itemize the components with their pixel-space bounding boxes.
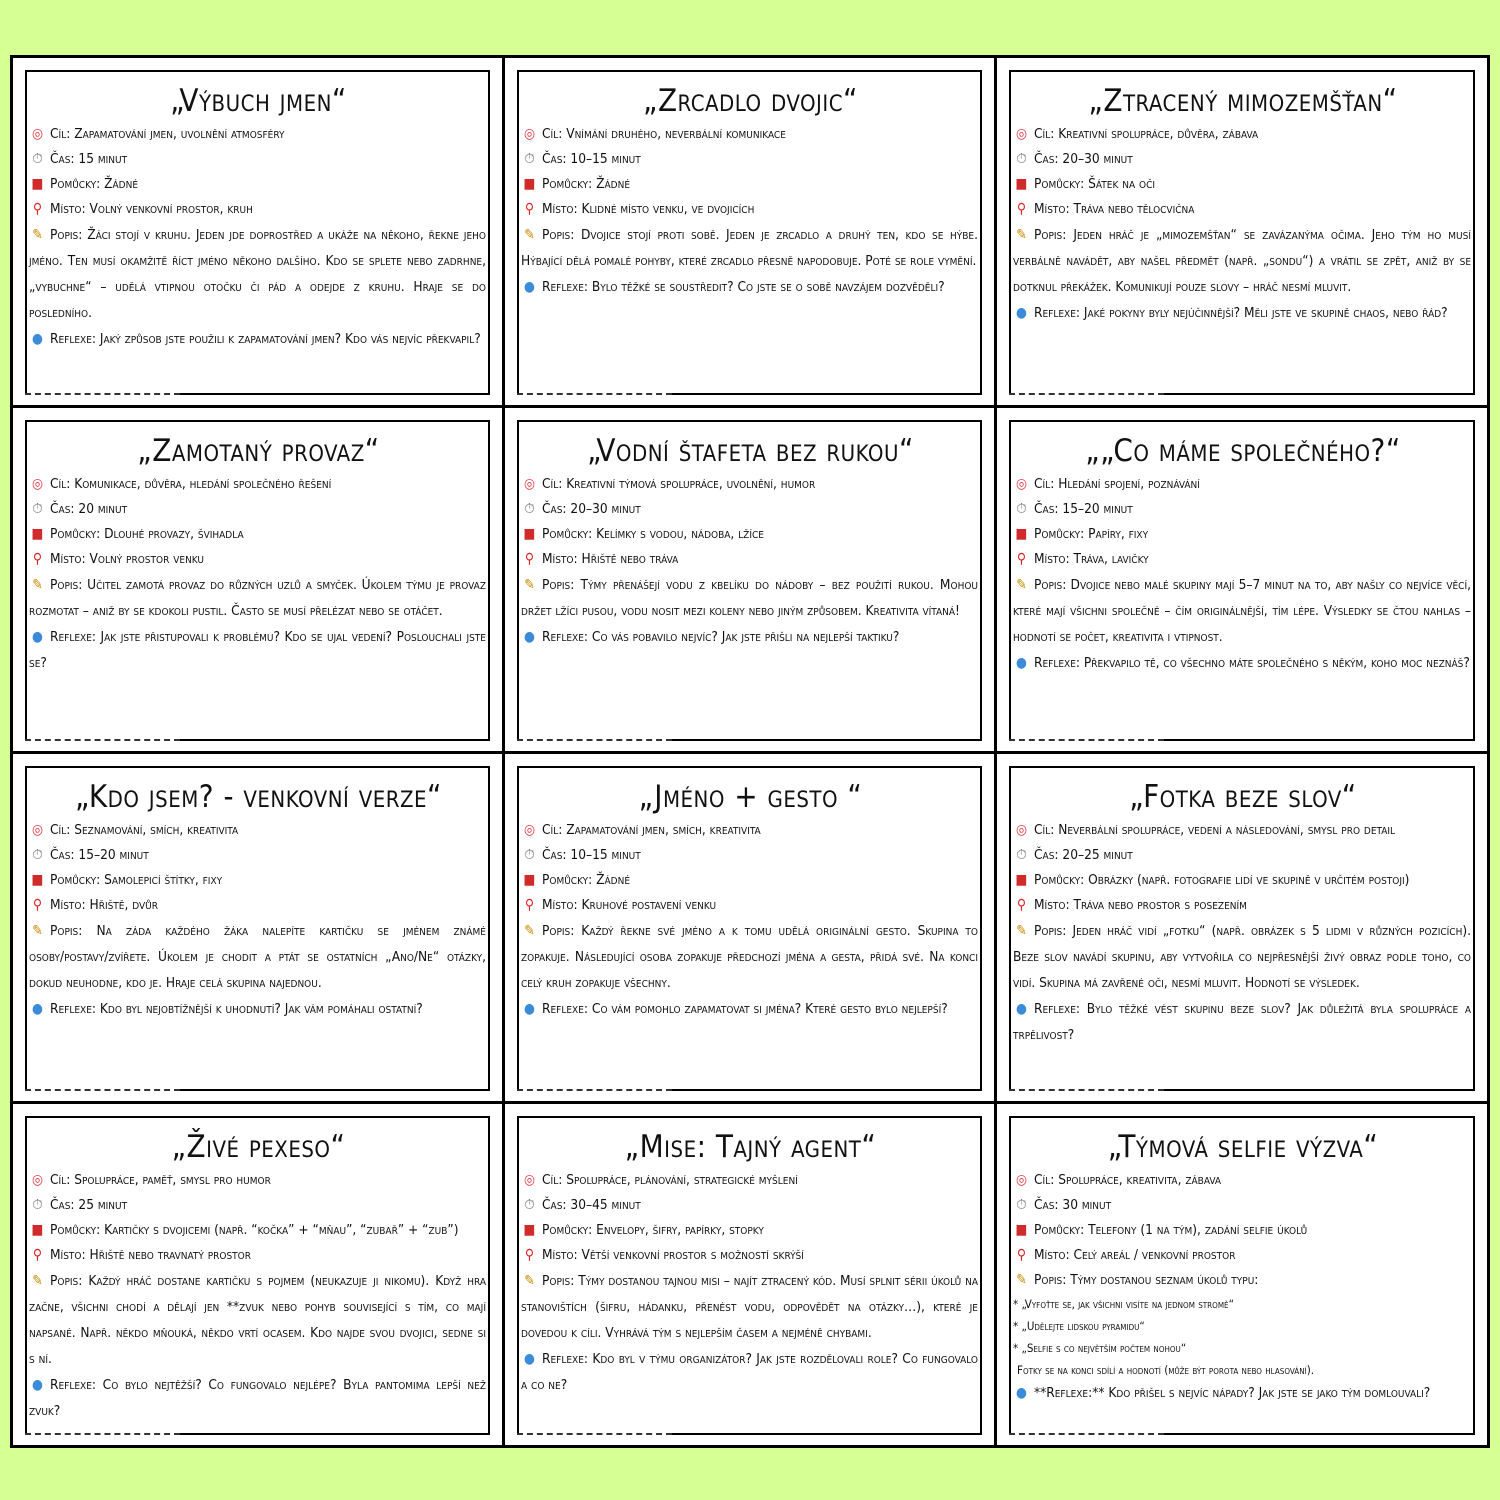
description-text: Popis: Jeden hráč je „mimozemšťan“ se zavázanýma očima. Jeho tým ho musí verbálně navádět, aby našel předmět (např. „sondu“) a vrátil se zpět, aniž by se dotknul překážek. Komunikují pouze slovy – hráč nesmí mluvit. <box>1013 227 1471 295</box>
description-text: Popis: Každý řekne své jméno a k tomu udělá originální gesto. Skupina to zopakuje. Následující osoba zopakuje předchozí jména a gesta, přidá své. Na konci celý kruh zopakuje všechny. <box>521 923 978 991</box>
cut-line <box>1009 393 1164 395</box>
cut-line <box>25 1089 180 1091</box>
card-frame <box>517 420 982 741</box>
goal-row <box>29 122 488 147</box>
place-text: Místo: Volný prostor venku <box>50 551 205 567</box>
memo-icon: ✎ <box>32 227 43 243</box>
card <box>505 58 997 408</box>
card <box>13 1104 505 1445</box>
description <box>1013 222 1473 300</box>
memo-icon: ✎ <box>1016 1272 1027 1288</box>
description <box>29 918 488 996</box>
stopwatch-icon: ⏱ <box>1016 501 1027 517</box>
tools-text: Pomůcky: Papíry, fixy <box>1034 526 1149 542</box>
goal-text: Cíl: Vnímání druhého, neverbální komunikace <box>542 126 786 142</box>
card-frame <box>1009 70 1475 395</box>
stopwatch-icon: ⏱ <box>32 847 43 863</box>
memo-icon: ✎ <box>524 227 535 243</box>
description <box>29 222 488 326</box>
description <box>1013 572 1473 650</box>
time-row <box>1013 1193 1473 1218</box>
reflection <box>521 274 980 300</box>
stopwatch-icon: ⏱ <box>524 501 535 517</box>
memo-icon: ✎ <box>524 1273 535 1289</box>
reflection-text: **Reflexe:** Kdo přišel s nejvíc nápady? Jak jste se jako tým domlouvali? <box>1034 1385 1431 1401</box>
place-row <box>1013 893 1473 918</box>
toolbox-icon: ■ <box>523 1222 536 1238</box>
card <box>505 408 997 754</box>
place-text: Místo: Kruhové postavení venku <box>542 897 717 913</box>
tools-row <box>1013 522 1473 547</box>
tools-text: Pomůcky: Telefony (1 na tým), zadání selfie úkolů <box>1034 1222 1308 1238</box>
reflection-text: Reflexe: Co vám pomohlo zapamatovat si jména? Které gesto bylo nejlepší? <box>542 1001 948 1017</box>
stopwatch-icon: ⏱ <box>1016 1197 1027 1213</box>
description-text: Popis: Dvojice nebo malé skupiny mají 5–7 minut na to, aby našly co nejvíce věcí, které mají všichni společné – čím originálnější, tím lépe. Výsledky se čtou nahlas – hodnotí se počet, kreativita i vtipnost. <box>1013 577 1471 645</box>
time-text: Čas: 15 minut <box>50 151 128 167</box>
place-row <box>1013 1243 1473 1268</box>
divider <box>180 739 490 741</box>
goal-text: Cíl: Kreativní spolupráce, důvěra, zábava <box>1034 126 1259 142</box>
tools-row <box>1013 1218 1473 1243</box>
reflection-text: Reflexe: Jaké pokyny byly nejúčinnější? Měli jste ve skupině chaos, nebo řád? <box>1034 305 1448 321</box>
card <box>13 754 505 1104</box>
target-icon: ◎ <box>32 476 43 492</box>
target-icon: ◎ <box>524 1172 535 1188</box>
target-icon: ◎ <box>32 126 43 142</box>
cut-line <box>517 393 672 395</box>
goal-row <box>521 1168 980 1193</box>
description-text: Popis: Jeden hráč vidí „fotku“ (např. obrázek s 5 lidmi v různých pozicích). Beze slov navádí skupinu, aby vytvořila co nejpřesnější živý obraz podle toho, co vidí. Skupina má zavřené oči, nesmí mluvit. Hodnotí se výsledek. <box>1013 923 1471 991</box>
card-sheet <box>10 55 1490 1448</box>
toolbox-icon: ■ <box>523 872 536 888</box>
tools-text: Pomůcky: Kelímky s vodou, nádoba, lžíce <box>542 526 764 542</box>
card <box>997 1104 1487 1445</box>
time-row <box>521 1193 980 1218</box>
goal-text: Cíl: Spolupráce, plánování, strategické myšlení <box>542 1172 798 1188</box>
toolbox-icon: ■ <box>31 872 44 888</box>
goal-text: Cíl: Seznamování, smích, kreativita <box>50 822 239 838</box>
memo-icon: ✎ <box>32 577 43 593</box>
target-icon: ◎ <box>524 126 535 142</box>
description-text: Popis: Týmy přenášejí vodu z kbelíku do nádoby – bez použití rukou. Mohou držet lžíci pusou, vodu nosit mezi koleny nebo jiným způsobem. Kreativita vítaná! <box>521 577 978 619</box>
time-text: Čas: 20 minut <box>50 501 128 517</box>
toolbox-icon: ■ <box>1015 1222 1028 1238</box>
time-text: Čas: 30 minut <box>1034 1197 1112 1213</box>
description <box>521 1268 980 1346</box>
speech-bubble-icon: ● <box>32 331 43 347</box>
reflection-text: Reflexe: Kdo byl v týmu organizátor? Jak jste rozdělovali role? Co fungovalo a co ne? <box>521 1351 978 1393</box>
cut-line <box>1009 739 1164 741</box>
reflection <box>521 996 980 1022</box>
time-row <box>1013 843 1473 868</box>
toolbox-icon: ■ <box>523 176 536 192</box>
tools-text: Pomůcky: Šátek na oči <box>1034 176 1156 192</box>
description-text: Popis: Každý hráč dostane kartičku s pojmem (neukazuje ji nikomu). Když hra začne, všichni chodí a dělají jen **zvuk nebo pohyb související s tím, co mají napsané. Např. někdo mňouká, někdo vrtí ocasem. Kdo najde svou dvojici, sedne si s ní. <box>29 1273 486 1367</box>
card-title: „Ztracený mimozemšťan“ <box>1088 83 1398 119</box>
description-text: Popis: Dvojice stojí proti sobě. Jeden je zrcadlo a druhý ten, kdo se hýbe. Hýbající dělá pomalé pohyby, které zrcadlo přesně napodobuje. Poté se role vymění. <box>521 227 978 269</box>
card-title: „Jméno + gesto “ <box>638 779 863 815</box>
goal-text: Cíl: Hledání spojení, poznávání <box>1034 476 1200 492</box>
note-text: Fotky se na konci sdílí a hodnotí (může být porota nebo hlasování). <box>1017 1363 1315 1377</box>
card-title: „Mise: Tajný agent“ <box>624 1129 877 1165</box>
card-frame <box>517 1116 982 1435</box>
toolbox-icon: ■ <box>1015 872 1028 888</box>
target-icon: ◎ <box>1016 1172 1027 1188</box>
reflection <box>29 1372 488 1424</box>
stopwatch-icon: ⏱ <box>1016 151 1027 167</box>
place-row <box>29 547 488 572</box>
place-text: Místo: Větší venkovní prostor s možností skrýší <box>542 1247 804 1263</box>
tools-text: Pomůcky: Kartičky s dvojicemi (např. “kočka” + “mňau”, “zubař” + “zub”) <box>50 1222 459 1238</box>
place-row <box>1013 547 1473 572</box>
cut-line <box>25 739 180 741</box>
stopwatch-icon: ⏱ <box>1016 847 1027 863</box>
card-title: „„Co máme společného?“ <box>1085 433 1401 469</box>
reflection <box>1013 650 1473 676</box>
description <box>521 222 980 274</box>
place-text: Místo: Hřiště nebo tráva <box>542 551 679 567</box>
speech-bubble-icon: ● <box>524 1001 535 1017</box>
card-frame <box>25 70 490 395</box>
cut-line <box>25 1433 180 1435</box>
goal-text: Cíl: Komunikace, důvěra, hledání společného řešení <box>50 476 332 492</box>
time-text: Čas: 20–30 minut <box>542 501 641 517</box>
description <box>29 1268 488 1372</box>
goal-text: Cíl: Spolupráce, kreativita, zábava <box>1034 1172 1222 1188</box>
card-frame <box>517 70 982 395</box>
goal-text: Cíl: Spolupráce, paměť, smysl pro humor <box>50 1172 271 1188</box>
card <box>505 1104 997 1445</box>
goal-row <box>521 122 980 147</box>
reflection <box>521 624 980 650</box>
memo-icon: ✎ <box>32 1273 43 1289</box>
divider <box>1164 393 1475 395</box>
card-frame <box>25 420 490 741</box>
pin-icon: ⚲ <box>524 1247 535 1263</box>
speech-bubble-icon: ● <box>1016 1385 1027 1401</box>
divider <box>672 1433 982 1435</box>
place-row <box>29 197 488 222</box>
target-icon: ◎ <box>32 1172 43 1188</box>
goal-row <box>29 1168 488 1193</box>
speech-bubble-icon: ● <box>524 1351 535 1367</box>
place-row <box>1013 197 1473 222</box>
toolbox-icon: ■ <box>31 526 44 542</box>
place-row <box>521 1243 980 1268</box>
pin-icon: ⚲ <box>32 551 43 567</box>
place-text: Místo: Celý areál / venkovní prostor <box>1034 1247 1236 1263</box>
target-icon: ◎ <box>1016 476 1027 492</box>
memo-icon: ✎ <box>32 923 43 939</box>
divider <box>672 739 982 741</box>
tools-text: Pomůcky: Samolepicí štítky, fixy <box>50 872 223 888</box>
goal-row <box>1013 122 1473 147</box>
pin-icon: ⚲ <box>524 201 535 217</box>
speech-bubble-icon: ● <box>524 629 535 645</box>
time-text: Čas: 15–20 minut <box>1034 501 1133 517</box>
tools-text: Pomůcky: Dlouhé provazy, švihadla <box>50 526 244 542</box>
speech-bubble-icon: ● <box>32 1001 43 1017</box>
target-icon: ◎ <box>524 822 535 838</box>
card-frame <box>1009 766 1475 1091</box>
toolbox-icon: ■ <box>31 176 44 192</box>
card-title: „Zrcadlo dvojic“ <box>643 83 858 119</box>
tools-row <box>1013 868 1473 893</box>
card-title: „Živé pexeso“ <box>171 1129 346 1165</box>
pin-icon: ⚲ <box>524 551 535 567</box>
goal-row <box>521 818 980 843</box>
speech-bubble-icon: ● <box>524 279 535 295</box>
place-text: Místo: Tráva nebo tělocvična <box>1034 201 1195 217</box>
task-item: * „Vyfoťte se, jak všichni visíte na jednom stromě“ <box>1013 1297 1234 1311</box>
memo-icon: ✎ <box>524 923 535 939</box>
time-text: Čas: 30–45 minut <box>542 1197 641 1213</box>
card-title: „Týmová selfie výzva“ <box>1107 1129 1379 1165</box>
cut-line <box>517 739 672 741</box>
stopwatch-icon: ⏱ <box>524 1197 535 1213</box>
card-frame <box>1009 1116 1475 1435</box>
description-text: Popis: Učitel zamotá provaz do různých uzlů a smyček. Úkolem týmu je provaz rozmotat – aniž by se kdokoli pustil. Často se musí přelézat nebo se otáčet. <box>29 577 486 619</box>
divider <box>180 1433 490 1435</box>
toolbox-icon: ■ <box>523 526 536 542</box>
divider <box>1164 1433 1475 1435</box>
cut-line <box>25 393 180 395</box>
time-row <box>29 843 488 868</box>
time-row <box>521 843 980 868</box>
divider <box>1164 1089 1475 1091</box>
tools-row <box>29 868 488 893</box>
reflection <box>29 624 488 676</box>
place-row <box>521 893 980 918</box>
target-icon: ◎ <box>1016 822 1027 838</box>
tools-row <box>521 172 980 197</box>
reflection <box>1013 300 1473 326</box>
tools-text: Pomůcky: Žádné <box>542 872 630 888</box>
card <box>997 754 1487 1104</box>
reflection-text: Reflexe: Jaký způsob jste použili k zapamatování jmen? Kdo vás nejvíc překvapil? <box>50 331 481 347</box>
memo-icon: ✎ <box>1016 577 1027 593</box>
reflection-text: Reflexe: Bylo těžké se soustředit? Co jste se o sobě navzájem dozvěděli? <box>542 279 945 295</box>
time-text: Čas: 20–25 minut <box>1034 847 1133 863</box>
goal-text: Cíl: Neverbální spolupráce, vedení a následování, smysl pro detail <box>1034 822 1396 838</box>
target-icon: ◎ <box>1016 126 1027 142</box>
time-row <box>521 497 980 522</box>
pin-icon: ⚲ <box>32 897 43 913</box>
time-row <box>521 147 980 172</box>
reflection-text: Reflexe: Co vás pobavilo nejvíc? Jak jste přišli na nejlepší taktiku? <box>542 629 900 645</box>
time-row <box>1013 497 1473 522</box>
speech-bubble-icon: ● <box>1016 655 1027 671</box>
pin-icon: ⚲ <box>1016 551 1027 567</box>
tools-text: Pomůcky: Envelopy, šifry, papírky, stopky <box>542 1222 764 1238</box>
tools-text: Pomůcky: Obrázky (např. fotografie lidí ve skupině v určitém postoji) <box>1034 872 1410 888</box>
reflection-text: Reflexe: Bylo těžké vést skupinu beze slov? Jak důležitá byla spolupráce a trpělivost? <box>1013 1001 1471 1043</box>
stopwatch-icon: ⏱ <box>32 1197 43 1213</box>
place-text: Místo: Klidné místo venku, ve dvojicích <box>542 201 755 217</box>
cut-line <box>1009 1433 1164 1435</box>
goal-row <box>1013 818 1473 843</box>
stopwatch-icon: ⏱ <box>524 847 535 863</box>
place-text: Místo: Tráva nebo prostor s posezením <box>1034 897 1247 913</box>
place-row <box>29 893 488 918</box>
description <box>29 572 488 624</box>
tools-row <box>521 1218 980 1243</box>
card <box>997 408 1487 754</box>
card-title: „Kdo jsem? - venkovní verze“ <box>75 779 442 815</box>
card-frame <box>25 766 490 1091</box>
speech-bubble-icon: ● <box>1016 305 1027 321</box>
cut-line <box>517 1089 672 1091</box>
tools-row <box>29 172 488 197</box>
reflection <box>521 1346 980 1398</box>
task-item: * „Selfie s co největším počtem nohou“ <box>1013 1341 1187 1355</box>
tools-text: Pomůcky: Žádné <box>542 176 630 192</box>
card <box>997 58 1487 408</box>
description <box>521 918 980 996</box>
place-row <box>521 197 980 222</box>
place-text: Místo: Tráva, lavičky <box>1034 551 1149 567</box>
tools-row <box>521 522 980 547</box>
place-row <box>521 547 980 572</box>
reflection-text: Reflexe: Jak jste přistupovali k problému? Kdo se ujal vedení? Poslouchali jste se? <box>29 629 486 671</box>
description-text: Popis: Týmy dostanou seznam úkolů typu: <box>1034 1272 1259 1288</box>
goal-row <box>29 818 488 843</box>
memo-icon: ✎ <box>524 577 535 593</box>
goal-row <box>29 472 488 497</box>
pin-icon: ⚲ <box>32 1247 43 1263</box>
pin-icon: ⚲ <box>1016 1247 1027 1263</box>
tools-row <box>29 522 488 547</box>
description-text: Popis: Týmy dostanou tajnou misi – najít ztracený kód. Musí splnit sérii úkolů na stanovištích (šifru, hádanku, přenést vodu, odpovědět na otázky…), které je dovedou k cíli. Vyhrává tým s nejlepším časem a nejméně chybami. <box>521 1273 978 1341</box>
speech-bubble-icon: ● <box>1016 1001 1027 1017</box>
toolbox-icon: ■ <box>31 1222 44 1238</box>
pin-icon: ⚲ <box>32 201 43 217</box>
target-icon: ◎ <box>32 822 43 838</box>
card-title: „Vodní štafeta bez rukou“ <box>587 433 914 469</box>
description-text: Popis: Na záda každého žáka nalepíte kartičku se jménem známé osoby/postavy/zvířete. Úkolem je chodit a ptát se ostatních „Ano/Ne“ otázky, dokud neuhodne, kdo je. Hraje celá skupina najednou. <box>29 923 486 991</box>
place-text: Místo: Hřiště nebo travnatý prostor <box>50 1247 252 1263</box>
tools-row <box>1013 172 1473 197</box>
speech-bubble-icon: ● <box>32 629 43 645</box>
speech-bubble-icon: ● <box>32 1377 43 1393</box>
reflection-text: Reflexe: Kdo byl nejobtížnější k uhodnutí? Jak vám pomáhali ostatní? <box>50 1001 423 1017</box>
stopwatch-icon: ⏱ <box>32 151 43 167</box>
pin-icon: ⚲ <box>1016 897 1027 913</box>
divider <box>672 393 982 395</box>
reflection-text: Reflexe: Překvapilo tě, co všechno máte společného s někým, koho moc neznáš? <box>1034 655 1470 671</box>
description <box>1013 918 1473 996</box>
time-text: Čas: 15–20 minut <box>50 847 149 863</box>
card-title: „Fotka beze slov“ <box>1129 779 1357 815</box>
divider <box>180 393 490 395</box>
description <box>521 572 980 624</box>
divider <box>1164 739 1475 741</box>
reflection <box>29 326 488 352</box>
divider <box>672 1089 982 1091</box>
time-row <box>29 497 488 522</box>
stopwatch-icon: ⏱ <box>32 501 43 517</box>
pin-icon: ⚲ <box>524 897 535 913</box>
memo-icon: ✎ <box>1016 227 1027 243</box>
time-text: Čas: 20–30 minut <box>1034 151 1133 167</box>
toolbox-icon: ■ <box>1015 526 1028 542</box>
card <box>13 58 505 408</box>
tools-text: Pomůcky: Žádné <box>50 176 138 192</box>
tools-row <box>29 1218 488 1243</box>
goal-text: Cíl: Zapamatování jmen, uvolnění atmosféry <box>50 126 285 142</box>
goal-row <box>521 472 980 497</box>
cut-line <box>1009 1089 1164 1091</box>
time-text: Čas: 10–15 minut <box>542 847 641 863</box>
reflection <box>1013 996 1473 1048</box>
cut-line <box>517 1433 672 1435</box>
card <box>505 754 997 1104</box>
goal-row <box>1013 472 1473 497</box>
time-row <box>29 1193 488 1218</box>
target-icon: ◎ <box>524 476 535 492</box>
place-text: Místo: Volný venkovní prostor, kruh <box>50 201 253 217</box>
place-row <box>29 1243 488 1268</box>
card-title: „Výbuch jmen“ <box>170 83 347 119</box>
time-text: Čas: 10–15 minut <box>542 151 641 167</box>
card-frame <box>1009 420 1475 741</box>
goal-text: Cíl: Zapamatování jmen, smích, kreativita <box>542 822 761 838</box>
card <box>13 408 505 754</box>
card-frame <box>517 766 982 1091</box>
card-frame <box>25 1116 490 1435</box>
reflection <box>29 996 488 1022</box>
divider <box>180 1089 490 1091</box>
pin-icon: ⚲ <box>1016 201 1027 217</box>
place-text: Místo: Hřiště, dvůr <box>50 897 158 913</box>
tools-row <box>521 868 980 893</box>
time-text: Čas: 25 minut <box>50 1197 128 1213</box>
description <box>1013 1268 1473 1293</box>
task-item: * „Udělejte lidskou pyramidu“ <box>1013 1319 1145 1333</box>
time-row <box>1013 147 1473 172</box>
goal-row <box>1013 1168 1473 1193</box>
stopwatch-icon: ⏱ <box>524 151 535 167</box>
time-row <box>29 147 488 172</box>
card-title: „Zamotaný provaz“ <box>137 433 380 469</box>
description-text: Popis: Žáci stojí v kruhu. Jeden jde doprostřed a ukáže na někoho, řekne jeho jméno. Ten musí okamžitě říct jméno někoho dalšího. Kdo se splete nebo zadrhne, „vybuchne“ – udělá vtipnou otočku či pád a odejde z kruhu. Hraje se do posledního. <box>29 227 486 321</box>
goal-text: Cíl: Kreativní týmová spolupráce, uvolnění, humor <box>542 476 816 492</box>
memo-icon: ✎ <box>1016 923 1027 939</box>
toolbox-icon: ■ <box>1015 176 1028 192</box>
reflection-text: Reflexe: Co bylo nejtěžší? Co fungovalo nejlépe? Byla pantomima lepší než zvuk? <box>29 1377 486 1419</box>
reflection <box>1013 1381 1473 1406</box>
